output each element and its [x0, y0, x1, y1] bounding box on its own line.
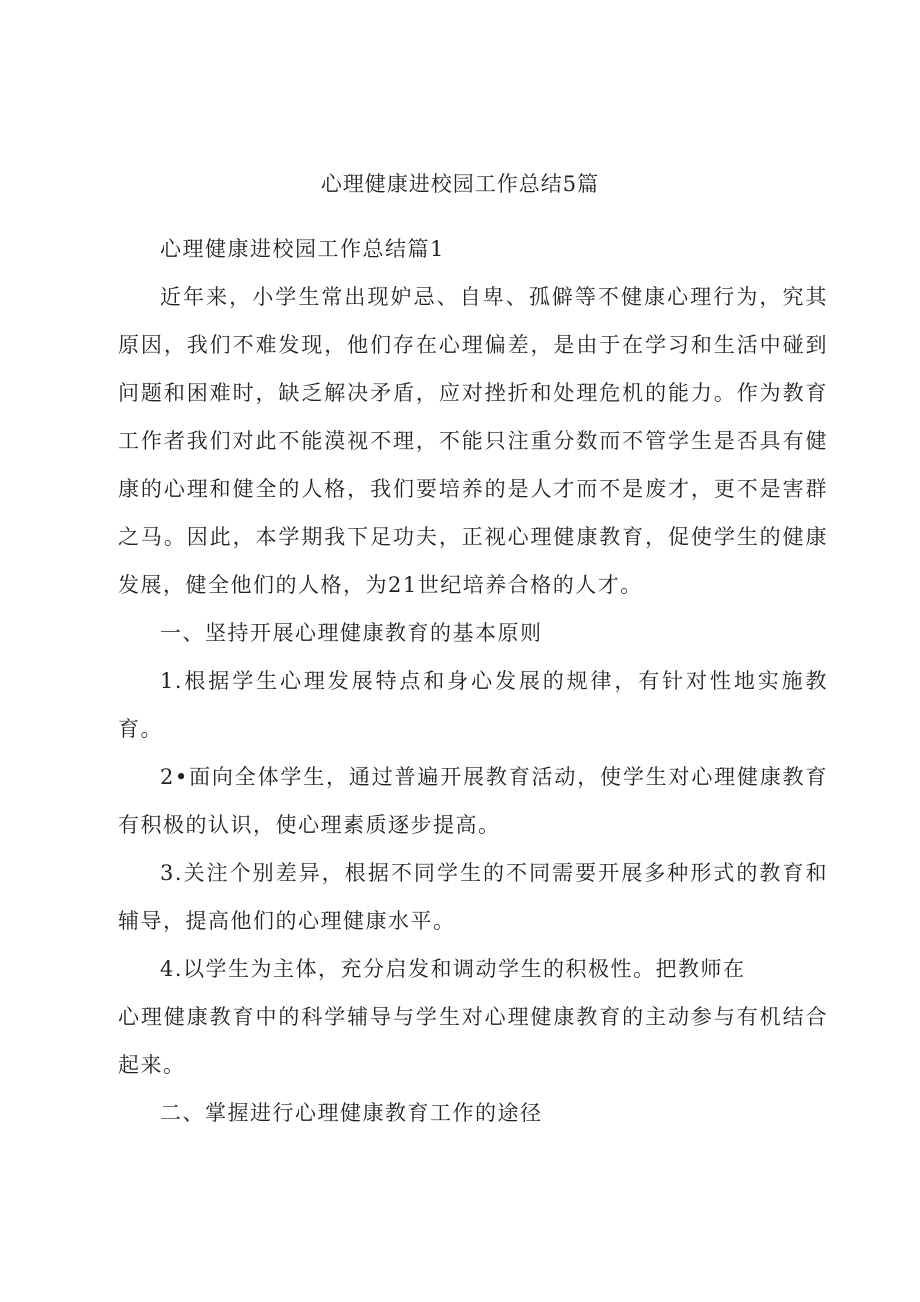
principle-item-4-line-1: 4.以学生为主体，充分启发和调动学生的积极性。把教师在	[160, 957, 746, 981]
principle-item-2: 2•面向全体学生，通过普遍开展教育活动，使学生对心理健康教育有积极的认识，使心理素质逐步提高。	[118, 765, 828, 837]
principle-item-4	[118, 945, 828, 1089]
section-heading-1: 一、坚持开展心理健康教育的基本原则	[160, 621, 543, 645]
principle-item-1: 1.根据学生心理发展特点和身心发展的规律，有针对性地实施教育。	[118, 669, 828, 741]
section-subtitle: 心理健康进校园工作总结篇1	[160, 237, 445, 261]
principle-item-4-line-2: 心理健康教育中的科学辅导与学生对心理健康教育的主动参与有机结合起来。	[118, 1005, 828, 1077]
document-title: 心理健康进校园工作总结5篇	[320, 172, 600, 196]
principle-item-3: 3.关注个别差异，根据不同学生的不同需要开展多种形式的教育和辅导，提高他们的心理健康水平。	[118, 861, 828, 933]
document-body	[118, 225, 828, 1137]
section-heading-2: 二、掌握进行心理健康教育工作的途径	[160, 1101, 543, 1125]
paragraph-intro: 近年来，小学生常出现妒忌、自卑、孤僻等不健康心理行为，究其原因，我们不难发现，他们存在心理偏差，是由于在学习和生活中碰到问题和困难时，缺乏解决矛盾，应对挫折和处理危机的能力。作为教育工作者我们对此不能漠视不理，不能只注重分数而不管学生是否具有健康的心理和健全的人格，我们要培养的是人才而不是废才，更不是害群之马。因此，本学期我下足功夫，正视心理健康教育，促使学生的健康发展，健全他们的人格，为21世纪培养合格的人才。	[118, 285, 828, 597]
